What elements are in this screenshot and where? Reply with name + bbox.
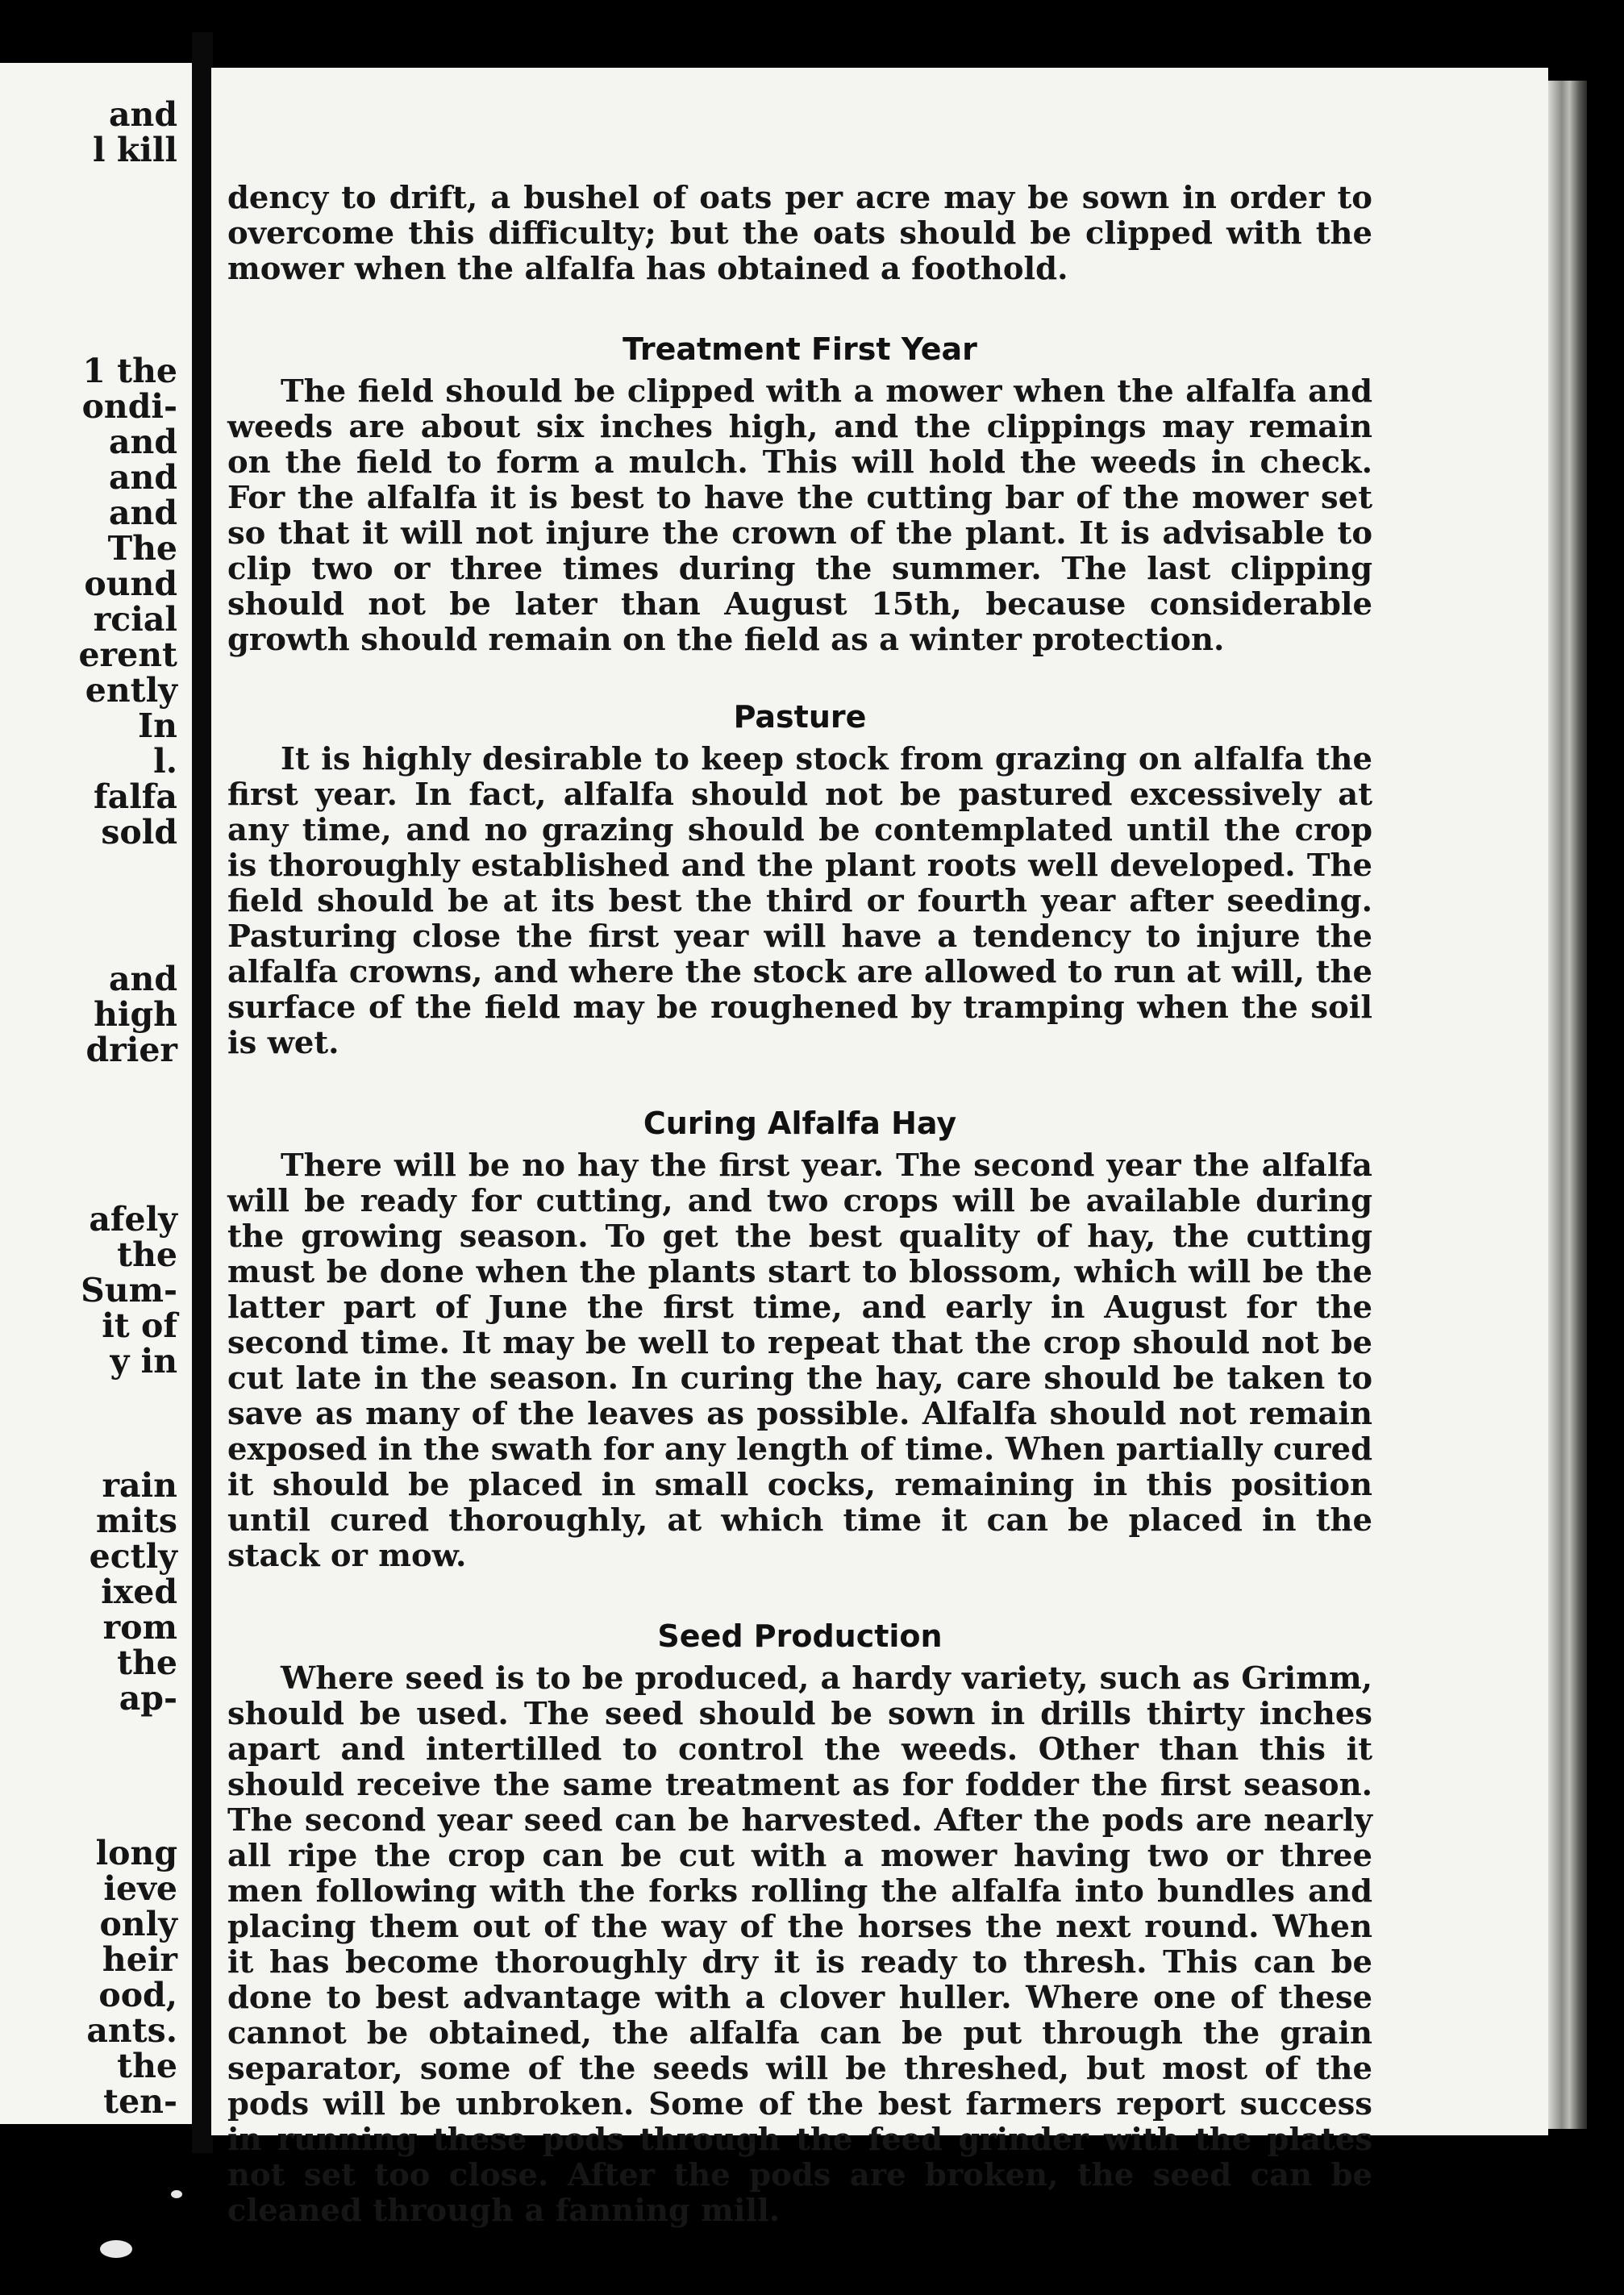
- left-page-line: the: [117, 1235, 177, 1274]
- dust-speck: [171, 2190, 182, 2198]
- dust-speck: [100, 2240, 132, 2258]
- left-page-line: sold: [101, 813, 177, 852]
- section-heading-seed-production: Seed Production: [657, 1618, 943, 1654]
- page-edge: [1548, 81, 1587, 2129]
- left-page-line: ondi-: [81, 387, 177, 426]
- left-page-line: l.: [153, 742, 177, 781]
- section-heading-treatment-first-year: Treatment First Year: [623, 331, 977, 367]
- left-page-line: l kill: [93, 131, 177, 169]
- left-page-line: and: [108, 960, 177, 998]
- left-page-line: ently: [85, 671, 177, 710]
- section-body-curing-alfalfa-hay: There will be no hay the first year. The second year the alfalfa will be ready for cutting, and two crops will be available during the growing season. To get the best quality of hay, the cutting must be done when the plants start to blossom, which will be the latter part of June the first time, and early in August for the second time. It may be well to repeat that the crop should not be cut late in the season. In curing the hay, care should be taken to save as many of the leaves as possible. Alfalfa should not remain exposed in the swath for any length of time. When partially cured it should be placed in small cocks, remaining in this position until cured thoroughly, at which time it can be placed in the stack or mow.: [227, 1148, 1372, 1574]
- left-page-line: afely: [89, 1200, 177, 1239]
- left-page-line: ants.: [86, 2011, 177, 2050]
- left-page-line: heir: [102, 1940, 177, 1979]
- left-page-fragment: [0, 63, 192, 2124]
- left-page-line: Sum-: [81, 1271, 177, 1310]
- left-page-line: ten-: [103, 2082, 177, 2121]
- section-heading-curing-alfalfa-hay: Curing Alfalfa Hay: [643, 1106, 957, 1141]
- left-page-line: and: [108, 458, 177, 497]
- left-page-line: mits: [96, 1502, 177, 1540]
- left-page-line: In: [138, 706, 177, 745]
- left-page-line: it of: [102, 1306, 177, 1345]
- left-page-line: falfa: [94, 777, 177, 816]
- section-body-seed-production: Where seed is to be produced, a hardy variety, such as Grimm, should be used. The seed should be sown in drills thirty inches apart and intertilled to control the weeds. Other than this it should receive the same treatment as for fodder the first season. The second year seed can be harvested. After the pods are nearly all ripe the crop can be cut with a mower having two or three men following with the forks rolling the alfalfa into bundles and placing them out of the way of the horses the next round. When it has become thoroughly dry it is ready to thresh. This can be done to best advantage with a clover huller. Where one of these cannot be obtained, the alfalfa can be put through the grain separator, some of the seeds will be threshed, but most of the pods will be unbroken. Some of the best farmers report success in running these pods through the feed grinder with the plates not set too close. After the pods are broken, the seed can be cleaned through a fanning mill.: [227, 1660, 1372, 2229]
- left-page-line: ieve: [103, 1869, 177, 1908]
- left-page-line: and: [108, 494, 177, 532]
- left-page-line: ap-: [119, 1679, 177, 1718]
- left-page-line: rcial: [93, 600, 177, 639]
- left-page-line: ixed: [101, 1572, 177, 1611]
- section-body-treatment-first-year: The field should be clipped with a mower when the alfalfa and weeds are about six inches high, and the clippings may remain on the field to form a mulch. This will hold the weeds in check. For the alfalfa it is best to have the cutting bar of the mower set so that it will not injure the crown of the plant. It is advisable to clip two or three times during the summer. The last clipping should not be later than August 15th, because considerable growth should remain on the field as a winter protection.: [227, 373, 1372, 658]
- left-page-line: and: [108, 95, 177, 134]
- left-page-line: ood,: [98, 1976, 177, 2014]
- left-page-line: the: [117, 1643, 177, 1682]
- left-page-line: drier: [85, 1031, 177, 1069]
- left-page-line: only: [99, 1905, 177, 1943]
- left-page-line: erent: [78, 635, 177, 674]
- right-page: [211, 68, 1548, 2229]
- left-page-line: rain: [102, 1466, 177, 1505]
- left-page-line: The: [107, 529, 177, 568]
- page-text: [227, 181, 1372, 2229]
- left-page-line: rom: [102, 1608, 177, 1647]
- left-page-line: the: [117, 2047, 177, 2085]
- left-page-line: 1 the: [82, 352, 177, 390]
- left-page-line: and: [108, 423, 177, 461]
- left-page-line: high: [94, 995, 177, 1034]
- left-page-line: ectly: [89, 1537, 177, 1576]
- section-body-pasture: It is highly desirable to keep stock from grazing on alfalfa the first year. In fact, alfalfa should not be pastured excessively at any time, and no grazing should be contemplated until the crop is thoroughly established and the plant roots well developed. The field should be at its best the third or fourth year after seeding. Pasturing close the first year will have a tendency to injure the alfalfa crowns, and where the stock are allowed to run at will, the surface of the field may be roughened by tramping when the soil is wet.: [227, 741, 1372, 1061]
- left-page-line: long: [95, 1834, 177, 1872]
- book-gutter: [192, 32, 213, 2153]
- section-heading-pasture: Pasture: [733, 699, 867, 735]
- left-page-line: y in: [110, 1342, 177, 1381]
- left-page-line: ound: [84, 564, 177, 603]
- intro-paragraph: dency to drift, a bushel of oats per acre may be sown in order to overcome this difficulty; but the oats should be clipped with the mower when the alfalfa has obtained a foothold.: [227, 180, 1372, 287]
